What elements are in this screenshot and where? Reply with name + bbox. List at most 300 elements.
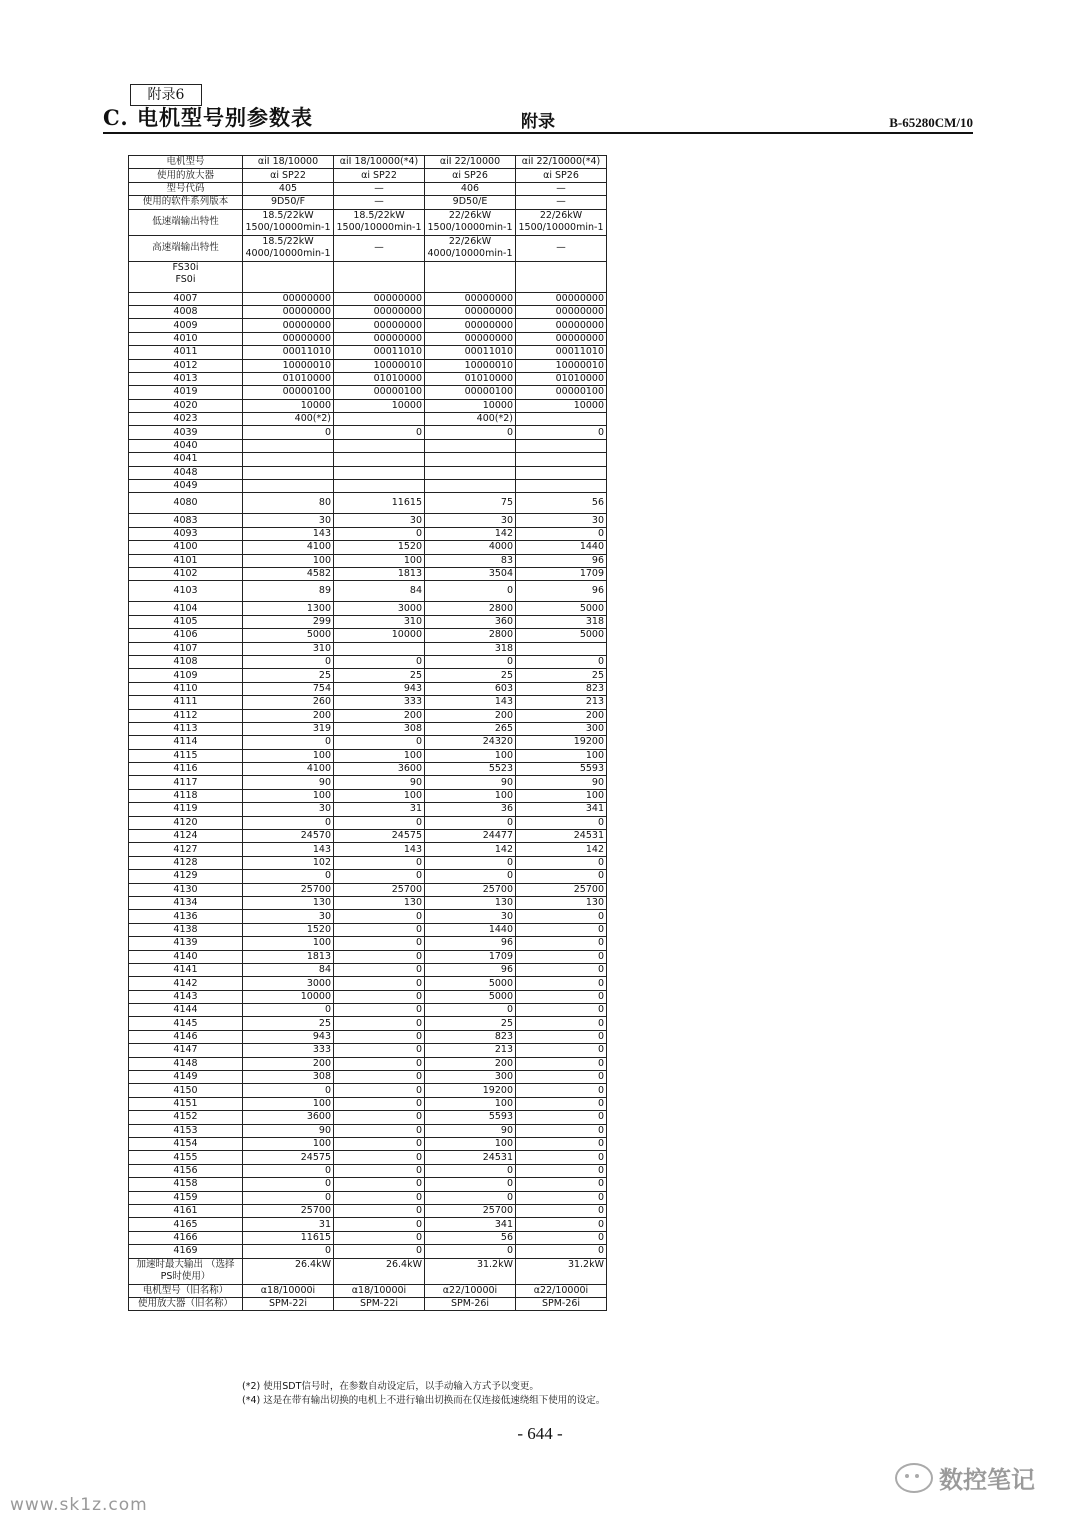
table-cell: 200 (425, 709, 516, 722)
table-cell: 22/26kW 1500/10000min-1 (425, 209, 516, 235)
table-cell: 0 (334, 1178, 425, 1191)
table-cell: 943 (243, 1030, 334, 1043)
row-label: 4083 (129, 514, 243, 527)
table-cell: 24570 (243, 830, 334, 843)
param-row (129, 763, 607, 776)
table-cell: αi SP26 (425, 169, 516, 182)
table-cell: 25 (425, 1017, 516, 1030)
table-cell: 0 (334, 736, 425, 749)
table-cell: 0 (516, 1218, 607, 1231)
table-cell: 130 (516, 896, 607, 909)
table-cell: 00000000 (516, 305, 607, 318)
table-cell: 25700 (425, 1204, 516, 1217)
row-label: 4152 (129, 1111, 243, 1124)
row-label: 4106 (129, 629, 243, 642)
param-row (129, 870, 607, 883)
fs0i-label: FS0i (175, 273, 196, 285)
table-cell: 0 (334, 1204, 425, 1217)
table-cell: SPM-22i (334, 1297, 425, 1310)
table-cell: 00000000 (243, 332, 334, 345)
table-cell: 0 (334, 1057, 425, 1070)
table-cell: 0 (243, 1164, 334, 1177)
row-label: 4145 (129, 1017, 243, 1030)
table-cell: 200 (425, 1057, 516, 1070)
table-cell: 1440 (516, 541, 607, 554)
param-row (129, 883, 607, 896)
row-label: 4156 (129, 1164, 243, 1177)
table-cell: 31 (243, 1218, 334, 1231)
table-cell: 333 (243, 1044, 334, 1057)
table-cell (243, 261, 334, 292)
table-cell: 00000000 (516, 332, 607, 345)
table-cell: 00000000 (334, 305, 425, 318)
fs30i-label: FS30i (172, 261, 199, 273)
table-cell: 0 (243, 655, 334, 668)
row-label: 高速端输出特性 (129, 235, 243, 261)
table-cell: 25700 (243, 1204, 334, 1217)
param-row (129, 1111, 607, 1124)
row-label: 4155 (129, 1151, 243, 1164)
row-label: 4128 (129, 856, 243, 869)
param-row (129, 554, 607, 567)
table-cell: 0 (334, 1030, 425, 1043)
old-motor-row (129, 1284, 607, 1297)
table-cell: 300 (425, 1071, 516, 1084)
param-row (129, 527, 607, 540)
table-cell: αi SP22 (334, 169, 425, 182)
table-cell: 83 (425, 554, 516, 567)
row-label: 4080 (129, 493, 243, 514)
param-row (129, 1178, 607, 1191)
table-cell: 130 (243, 896, 334, 909)
table-cell: 310 (334, 615, 425, 628)
table-cell: 19200 (516, 736, 607, 749)
table-cell: 603 (425, 682, 516, 695)
table-cell: 10000 (425, 399, 516, 412)
table-cell: 30 (243, 910, 334, 923)
table-cell: 0 (243, 1084, 334, 1097)
table-cell (425, 439, 516, 452)
row-label: 低速端输出特性 (129, 209, 243, 235)
table-cell: 00000100 (425, 386, 516, 399)
center-title: 附录 (521, 112, 555, 132)
table-cell: 10000010 (516, 359, 607, 372)
table-cell: 0 (516, 1204, 607, 1217)
table-cell: 24477 (425, 830, 516, 843)
table-cell: 0 (425, 856, 516, 869)
row-label: 4102 (129, 567, 243, 580)
table-cell: 25 (516, 669, 607, 682)
table-cell: 0 (516, 816, 607, 829)
row-label: 4136 (129, 910, 243, 923)
table-cell: 26.4kW (334, 1258, 425, 1284)
table-cell: 19200 (425, 1084, 516, 1097)
row-label: 4049 (129, 480, 243, 493)
param-row (129, 480, 607, 493)
table-cell: 0 (334, 1124, 425, 1137)
table-cell (334, 453, 425, 466)
table-cell: 0 (425, 870, 516, 883)
table-cell: 0 (334, 1071, 425, 1084)
row-label: 4120 (129, 816, 243, 829)
row-label: 4115 (129, 749, 243, 762)
table-cell: 0 (516, 977, 607, 990)
table-cell: 96 (425, 937, 516, 950)
param-row (129, 514, 607, 527)
table-cell: 0 (334, 910, 425, 923)
table-cell: 0 (516, 963, 607, 976)
table-cell: 0 (334, 977, 425, 990)
row-label: 4154 (129, 1138, 243, 1151)
table-cell: 89 (243, 581, 334, 602)
param-row (129, 615, 607, 628)
param-row (129, 1084, 607, 1097)
row-label: 4127 (129, 843, 243, 856)
table-cell: 18.5/22kW 1500/10000min-1 (334, 209, 425, 235)
param-row (129, 1218, 607, 1231)
table-cell: 100 (516, 789, 607, 802)
row-label: 加速时最大输出 （选择PS时使用） (129, 1258, 243, 1284)
param-row (129, 709, 607, 722)
row-label: 4146 (129, 1030, 243, 1043)
table-cell: 319 (243, 722, 334, 735)
table-cell: 96 (516, 554, 607, 567)
row-label: 4103 (129, 581, 243, 602)
row-label: 4010 (129, 332, 243, 345)
table-cell (516, 453, 607, 466)
table-cell: 0 (334, 963, 425, 976)
table-cell: 4582 (243, 567, 334, 580)
table-cell: — (334, 235, 425, 261)
table-cell: 4000 (425, 541, 516, 554)
table-cell: 0 (425, 1191, 516, 1204)
row-label: 型号代码 (129, 182, 243, 195)
table-cell: 31.2kW (425, 1258, 516, 1284)
wechat-icon (895, 1463, 933, 1493)
row-label: 4013 (129, 372, 243, 385)
table-cell: 213 (425, 1044, 516, 1057)
table-cell (516, 480, 607, 493)
table-cell: 1709 (425, 950, 516, 963)
table-cell: 100 (425, 1138, 516, 1151)
table-cell: 300 (516, 722, 607, 735)
row-label: 4147 (129, 1044, 243, 1057)
table-cell: 24575 (334, 830, 425, 843)
table-cell: 265 (425, 722, 516, 735)
row-label: 4169 (129, 1245, 243, 1258)
table-cell: 823 (516, 682, 607, 695)
table-cell: 00011010 (334, 346, 425, 359)
watermark-brand-text: 数控笔记 (939, 1466, 1035, 1494)
table-cell (243, 439, 334, 452)
table-cell: 30 (425, 910, 516, 923)
table-cell: 823 (425, 1030, 516, 1043)
table-cell: 100 (243, 1138, 334, 1151)
header-row (129, 169, 607, 182)
table-cell: 00000100 (243, 386, 334, 399)
row-label: 使用放大器（旧名称） (129, 1297, 243, 1310)
param-row (129, 426, 607, 439)
table-cell: 318 (516, 615, 607, 628)
table-cell: 0 (334, 937, 425, 950)
table-cell: 30 (243, 514, 334, 527)
row-label: 4116 (129, 763, 243, 776)
table-cell: 0 (516, 426, 607, 439)
table-cell: 400(*2) (243, 413, 334, 426)
table-cell: 5000 (243, 629, 334, 642)
footnote: (*4) 这是在带有输出切换的电机上不进行输出切换而在仅连接低速绕组下使用的设定。 (242, 1395, 606, 1406)
table-cell: 0 (334, 950, 425, 963)
table-cell: 143 (425, 696, 516, 709)
max-output-row (129, 1258, 607, 1284)
table-cell: 0 (334, 1017, 425, 1030)
table-cell: 142 (425, 843, 516, 856)
table-cell: 5000 (425, 977, 516, 990)
row-label: 4158 (129, 1178, 243, 1191)
table-cell: 90 (425, 776, 516, 789)
table-cell: 80 (243, 493, 334, 514)
row-label: 4108 (129, 655, 243, 668)
table-cell: 18.5/22kW 1500/10000min-1 (243, 209, 334, 235)
header-row (129, 196, 607, 209)
table-cell: 00011010 (243, 346, 334, 359)
table-cell: — (334, 182, 425, 195)
table-cell: 318 (425, 642, 516, 655)
param-row (129, 305, 607, 318)
table-cell: 754 (243, 682, 334, 695)
table-cell: 0 (516, 856, 607, 869)
table-cell: 56 (516, 493, 607, 514)
table-cell: 01010000 (334, 372, 425, 385)
table-cell: 0 (516, 1231, 607, 1244)
row-label: 4141 (129, 963, 243, 976)
table-cell (243, 453, 334, 466)
table-cell: 1440 (425, 923, 516, 936)
table-cell: 0 (334, 816, 425, 829)
row-label: 4150 (129, 1084, 243, 1097)
table-cell (425, 261, 516, 292)
param-row (129, 629, 607, 642)
table-cell: 0 (425, 1164, 516, 1177)
table-cell: 2800 (425, 602, 516, 615)
param-row (129, 937, 607, 950)
table-cell: 00000000 (516, 292, 607, 305)
row-label: 4110 (129, 682, 243, 695)
table-cell: 00000000 (425, 332, 516, 345)
watermark-url: www.sk1z.com (10, 1495, 148, 1515)
table-cell: 0 (516, 937, 607, 950)
table-cell: — (516, 235, 607, 261)
table-cell: 0 (334, 1097, 425, 1110)
table-cell: 00000000 (243, 319, 334, 332)
table-cell: 100 (334, 749, 425, 762)
table-cell (334, 261, 425, 292)
table-cell: 0 (334, 1164, 425, 1177)
table-cell: — (516, 196, 607, 209)
table-cell: 00000000 (243, 292, 334, 305)
param-row (129, 776, 607, 789)
param-row (129, 319, 607, 332)
table-cell: 0 (334, 923, 425, 936)
param-row (129, 292, 607, 305)
parameter-table (128, 155, 607, 1311)
header-row (129, 182, 607, 195)
table-cell: 1300 (243, 602, 334, 615)
table-cell: 341 (516, 803, 607, 816)
table-cell: 25 (334, 669, 425, 682)
table-cell: 25700 (243, 883, 334, 896)
row-label: 4100 (129, 541, 243, 554)
table-cell: 2800 (425, 629, 516, 642)
table-cell: 0 (516, 1151, 607, 1164)
table-cell: 0 (516, 1084, 607, 1097)
param-row (129, 910, 607, 923)
param-row (129, 439, 607, 452)
table-cell: 100 (334, 789, 425, 802)
page-number: - 644 - (517, 1424, 563, 1443)
table-cell: 22/26kW 1500/10000min-1 (516, 209, 607, 235)
row-label: 4011 (129, 346, 243, 359)
param-row (129, 541, 607, 554)
table-cell: 0 (516, 1164, 607, 1177)
table-cell: 0 (516, 1004, 607, 1017)
table-cell: 5523 (425, 763, 516, 776)
row-label: 4139 (129, 937, 243, 950)
param-row (129, 816, 607, 829)
table-cell: 0 (516, 1071, 607, 1084)
high-speed-row (129, 235, 607, 261)
table-cell: 200 (243, 709, 334, 722)
table-cell: 01010000 (243, 372, 334, 385)
table-cell: 142 (516, 843, 607, 856)
table-cell (334, 439, 425, 452)
table-cell: 10000 (243, 990, 334, 1003)
table-cell (516, 413, 607, 426)
table-cell: 0 (516, 1111, 607, 1124)
fs-label (129, 261, 243, 292)
table-cell: 0 (243, 426, 334, 439)
table-cell: 100 (243, 554, 334, 567)
table-cell (425, 466, 516, 479)
table-cell (516, 466, 607, 479)
row-label: 使用的放大器 (129, 169, 243, 182)
table-cell: 360 (425, 615, 516, 628)
table-cell: 25 (243, 669, 334, 682)
row-label: 4119 (129, 803, 243, 816)
table-cell: 31.2kW (516, 1258, 607, 1284)
table-cell: 0 (243, 1245, 334, 1258)
table-cell: 0 (516, 1097, 607, 1110)
row-label: 4019 (129, 386, 243, 399)
table-cell: 400(*2) (425, 413, 516, 426)
row-label: 4112 (129, 709, 243, 722)
table-cell: 200 (334, 709, 425, 722)
param-row (129, 669, 607, 682)
param-row (129, 386, 607, 399)
table-cell (516, 261, 607, 292)
table-cell: 00000000 (516, 319, 607, 332)
param-row (129, 803, 607, 816)
table-cell (425, 480, 516, 493)
row-label: 4144 (129, 1004, 243, 1017)
table-cell (334, 413, 425, 426)
table-cell: 25 (425, 669, 516, 682)
table-cell: 299 (243, 615, 334, 628)
table-cell (334, 466, 425, 479)
table-cell: 130 (425, 896, 516, 909)
table-cell: 0 (425, 426, 516, 439)
table-cell: 00011010 (425, 346, 516, 359)
table-cell: 130 (334, 896, 425, 909)
table-cell: 0 (334, 1138, 425, 1151)
row-label: 4023 (129, 413, 243, 426)
table-cell: 00011010 (516, 346, 607, 359)
param-row (129, 789, 607, 802)
row-label: 4134 (129, 896, 243, 909)
param-row (129, 830, 607, 843)
watermark-brand (895, 1460, 1035, 1495)
param-row (129, 399, 607, 412)
section-title: C. 电机型号别参数表 (103, 105, 313, 130)
table-cell: 75 (425, 493, 516, 514)
param-row (129, 1151, 607, 1164)
table-cell: 0 (243, 1191, 334, 1204)
table-cell: 100 (243, 789, 334, 802)
param-row (129, 1097, 607, 1110)
table-cell: 0 (334, 1218, 425, 1231)
param-row (129, 567, 607, 580)
table-cell: αiI 18/10000 (243, 156, 334, 169)
page-header (103, 106, 973, 134)
table-cell: 4100 (243, 541, 334, 554)
table-cell: 0 (334, 527, 425, 540)
table-cell: 0 (516, 1030, 607, 1043)
row-label: 4151 (129, 1097, 243, 1110)
row-label: 4007 (129, 292, 243, 305)
footnotes (242, 1380, 605, 1408)
row-label: 电机型号 (129, 156, 243, 169)
param-row (129, 413, 607, 426)
table-cell: 1520 (243, 923, 334, 936)
param-row (129, 453, 607, 466)
param-row (129, 346, 607, 359)
table-cell (516, 439, 607, 452)
param-row (129, 1124, 607, 1137)
table-cell: 200 (243, 1057, 334, 1070)
table-cell: 0 (334, 426, 425, 439)
footnote: (*2) 使用SDT信号时，在参数自动设定后，以手动输入方式予以变更。 (242, 1381, 539, 1392)
table-cell: 24320 (425, 736, 516, 749)
table-cell: 0 (243, 816, 334, 829)
table-cell: 0 (243, 1004, 334, 1017)
row-label: 4114 (129, 736, 243, 749)
row-label: 4130 (129, 883, 243, 896)
fs-row (129, 261, 607, 292)
table-cell: SPM-26i (516, 1297, 607, 1310)
table-cell (243, 480, 334, 493)
row-label: 4111 (129, 696, 243, 709)
table-cell: 1813 (243, 950, 334, 963)
table-cell: 0 (516, 1178, 607, 1191)
table-cell: αiI 18/10000(*4) (334, 156, 425, 169)
table-cell: 3000 (334, 602, 425, 615)
param-row (129, 856, 607, 869)
table-cell: 3504 (425, 567, 516, 580)
param-row (129, 466, 607, 479)
param-row (129, 1245, 607, 1258)
param-row (129, 1231, 607, 1244)
table-cell: 1520 (334, 541, 425, 554)
